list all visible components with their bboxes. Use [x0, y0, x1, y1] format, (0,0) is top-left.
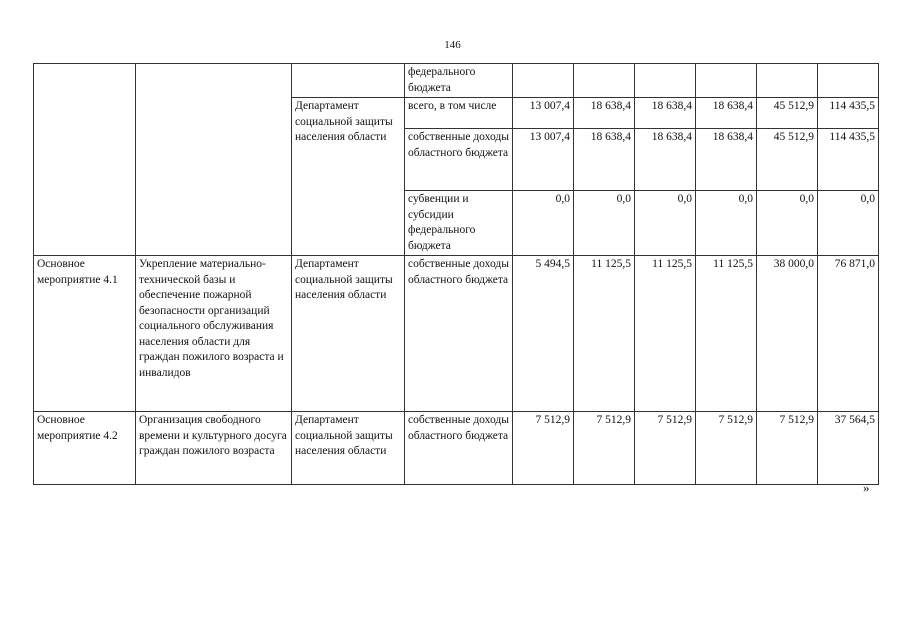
- value-cell: 45 512,9: [757, 98, 818, 129]
- closing-quote-mark: »: [863, 480, 870, 495]
- value-cell: [574, 64, 635, 98]
- event-cell: Основное мероприятие 4.2: [34, 412, 136, 485]
- source-cell: собственные доходы областного бюджета: [405, 412, 513, 485]
- value-cell: 0,0: [574, 191, 635, 256]
- value-cell: 18 638,4: [696, 129, 757, 191]
- executor-cell: Департамент социальной защиты населения области: [292, 256, 405, 412]
- value-cell: 7 512,9: [513, 412, 574, 485]
- value-cell: 45 512,9: [757, 129, 818, 191]
- value-cell: 11 125,5: [574, 256, 635, 412]
- value-cell: [818, 64, 879, 98]
- value-cell: 0,0: [818, 191, 879, 256]
- value-cell: 7 512,9: [696, 412, 757, 485]
- value-cell: 76 871,0: [818, 256, 879, 412]
- value-cell: [696, 64, 757, 98]
- page-number: 146: [444, 39, 461, 51]
- value-cell: 0,0: [757, 191, 818, 256]
- value-cell: 38 000,0: [757, 256, 818, 412]
- table-row: [34, 412, 879, 485]
- value-cell: 0,0: [635, 191, 696, 256]
- executor-cell-empty: [292, 64, 405, 98]
- budget-table: [33, 63, 879, 485]
- source-cell: федерального бюджета: [405, 64, 513, 98]
- value-cell: [757, 64, 818, 98]
- table-row: [34, 256, 879, 412]
- value-cell: 37 564,5: [818, 412, 879, 485]
- value-cell: [513, 64, 574, 98]
- value-cell: 7 512,9: [635, 412, 696, 485]
- event-cell: Основное мероприятие 4.1: [34, 256, 136, 412]
- value-cell: 18 638,4: [696, 98, 757, 129]
- value-cell: 114 435,5: [818, 98, 879, 129]
- value-cell: 13 007,4: [513, 129, 574, 191]
- name-cell: Укрепление материально-технической базы и обеспечение пожарной безопасности организаций социального обслуживания населения области для граждан пожилого возраста и инвалидов: [136, 256, 292, 412]
- event-cell-empty: [34, 64, 136, 256]
- value-cell: 11 125,5: [696, 256, 757, 412]
- value-cell: 7 512,9: [574, 412, 635, 485]
- value-cell: 18 638,4: [574, 129, 635, 191]
- value-cell: 11 125,5: [635, 256, 696, 412]
- executor-cell: Департамент социальной защиты населения области: [292, 98, 405, 256]
- value-cell: 0,0: [513, 191, 574, 256]
- value-cell: 18 638,4: [635, 129, 696, 191]
- name-cell: Организация свободного времени и культурного досуга граждан пожилого возраста: [136, 412, 292, 485]
- value-cell: 0,0: [696, 191, 757, 256]
- value-cell: 114 435,5: [818, 129, 879, 191]
- value-cell: 18 638,4: [635, 98, 696, 129]
- name-cell-empty: [136, 64, 292, 256]
- value-cell: [635, 64, 696, 98]
- executor-cell: Департамент социальной защиты населения области: [292, 412, 405, 485]
- source-cell: всего, в том числе: [405, 98, 513, 129]
- source-cell: собственные доходы областного бюджета: [405, 129, 513, 191]
- source-cell: собственные доходы областного бюджета: [405, 256, 513, 412]
- value-cell: 18 638,4: [574, 98, 635, 129]
- table-row: [34, 64, 879, 98]
- value-cell: 13 007,4: [513, 98, 574, 129]
- source-cell: субвенции и субсидии федерального бюджета: [405, 191, 513, 256]
- value-cell: 5 494,5: [513, 256, 574, 412]
- value-cell: 7 512,9: [757, 412, 818, 485]
